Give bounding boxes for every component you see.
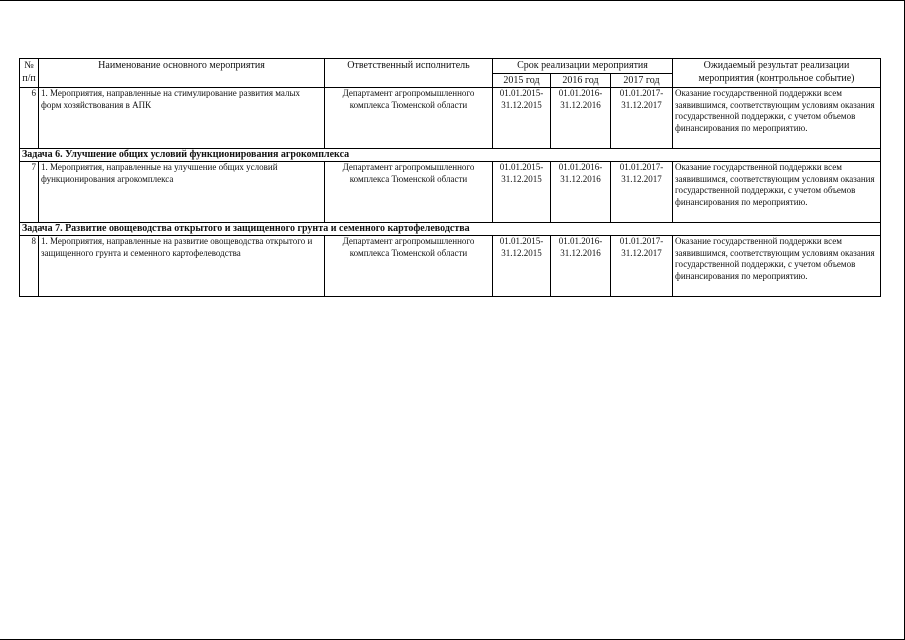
row-date-2016: 01.01.2016- 31.12.2016 <box>551 88 611 149</box>
row-date-2017: 01.01.2017- 31.12.2017 <box>611 88 673 149</box>
activities-table <box>19 58 881 297</box>
row-date-2016: 01.01.2016- 31.12.2016 <box>551 162 611 223</box>
header-year-2015: 2015 год <box>493 74 551 88</box>
row-num: 8 <box>20 236 39 297</box>
row-date-2015: 01.01.2015- 31.12.2015 <box>493 236 551 297</box>
header-name: Наименование основного мероприятия <box>39 59 325 88</box>
row-num: 6 <box>20 88 39 149</box>
row-date-2017: 01.01.2017- 31.12.2017 <box>611 236 673 297</box>
row-date-2017: 01.01.2017- 31.12.2017 <box>611 162 673 223</box>
header-year-2017: 2017 год <box>611 74 673 88</box>
scan-edge-top <box>0 0 905 1</box>
table-row <box>20 162 881 223</box>
row-result: Оказание государственной поддержки всем заявившимся, соответствующим условиям оказания государственной поддержки, с учетом объемов финансирования по мероприятию. <box>673 88 881 149</box>
row-executor: Департамент агропромышленного комплекса Тюменской области <box>325 88 493 149</box>
row-activity-name: 1. Мероприятия, направленные на развитие овощеводства открытого и защищенного грунта и семенного картофелеводства <box>39 236 325 297</box>
header-year-2016: 2016 год <box>551 74 611 88</box>
task-title: Задача 6. Улучшение общих условий функционирования агрокомплекса <box>20 149 881 162</box>
row-num: 7 <box>20 162 39 223</box>
table-row <box>20 236 881 297</box>
header-executor: Ответственный исполнитель <box>325 59 493 88</box>
row-executor: Департамент агропромышленного комплекса Тюменской области <box>325 236 493 297</box>
header-period: Срок реализации мероприятия <box>493 59 673 74</box>
header-num: № п/п <box>20 59 39 88</box>
header-result: Ожидаемый результат реализации мероприятия (контрольное событие) <box>673 59 881 88</box>
row-activity-name: 1. Мероприятия, направленные на улучшение общих условий функционирования агрокомплекса <box>39 162 325 223</box>
table-row <box>20 88 881 149</box>
row-result: Оказание государственной поддержки всем заявившимся, соответствующим условиям оказания государственной поддержки, с учетом объемов финансирования по мероприятию. <box>673 162 881 223</box>
row-activity-name: 1. Мероприятия, направленные на стимулирование развития малых форм хозяйствования в АПК <box>39 88 325 149</box>
row-date-2015: 01.01.2015- 31.12.2015 <box>493 162 551 223</box>
task-title: Задача 7. Развитие овощеводства открытого и защищенного грунта и семенного картофелеводства <box>20 223 881 236</box>
task-row <box>20 223 881 236</box>
task-row <box>20 149 881 162</box>
row-date-2016: 01.01.2016- 31.12.2016 <box>551 236 611 297</box>
row-executor: Департамент агропромышленного комплекса Тюменской области <box>325 162 493 223</box>
row-result: Оказание государственной поддержки всем заявившимся, соответствующим условиям оказания государственной поддержки, с учетом объемов финансирования по мероприятию. <box>673 236 881 297</box>
row-date-2015: 01.01.2015- 31.12.2015 <box>493 88 551 149</box>
